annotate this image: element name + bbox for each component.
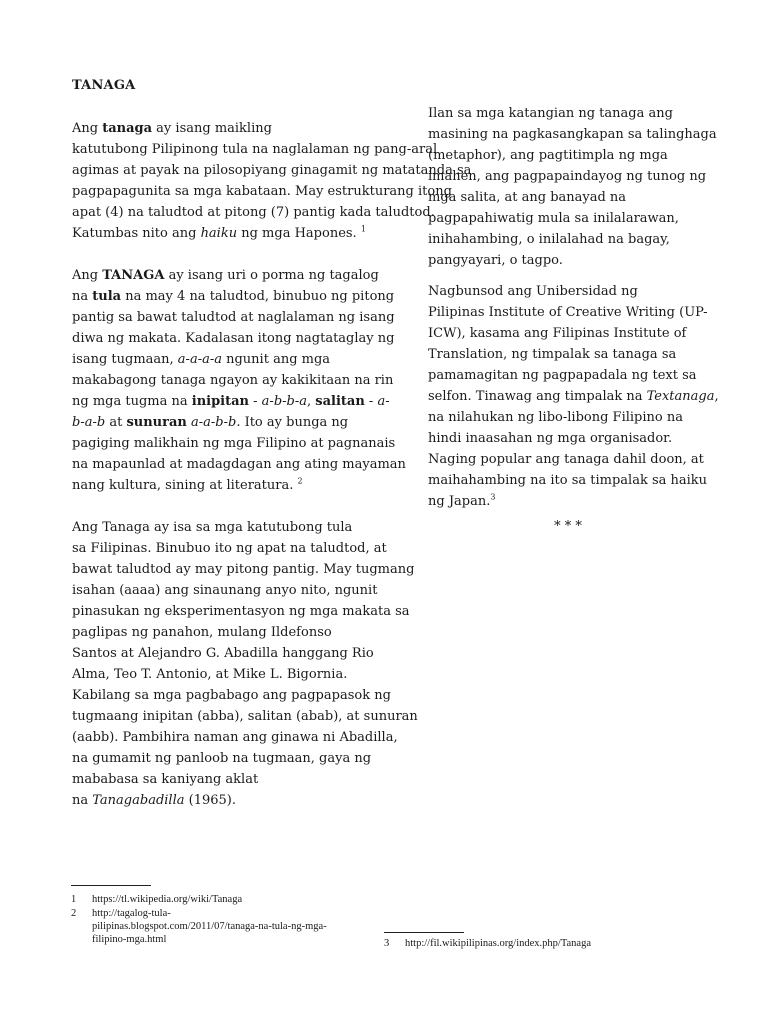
- text-line: sa Filipinas. Binubuo ito ng apat na taludtod, at: [72, 541, 387, 556]
- text-line: b-a-b at sunuran a-a-b-b. Ito ay bunga ng: [72, 415, 349, 430]
- text-line: na gumamit ng panloob na tugmaan, gaya ng: [72, 751, 372, 766]
- text-line: mga salita, at ang banayad na: [428, 190, 627, 205]
- text-line: isahan (aaaa) ang sinaunang anyo nito, ngunit: [72, 583, 378, 598]
- text-line: agimas at payak na pilosopiyang ginagamit ng matatanda sa: [72, 163, 472, 178]
- text-line: Kabilang sa mga pagbabago ang pagpapasok ng: [72, 688, 391, 703]
- text-line: pagpapahiwatig mula sa inilalarawan,: [428, 211, 679, 226]
- text-line: Pilipinas Institute of Creative Writing (UP-: [428, 305, 708, 320]
- text-line: paglipas ng panahon, mulang Ildefonso: [72, 625, 332, 640]
- text-line: pagpapagunita sa mga kabataan. May estrukturang itong: [72, 184, 452, 199]
- text-line: (aabb). Pambihira naman ang ginawa ni Abadilla,: [72, 730, 398, 745]
- text-line: bawat taludtod ay may pitong pantig. May tugmang: [72, 562, 415, 577]
- paragraph: [72, 265, 442, 496]
- paragraph: [428, 103, 717, 271]
- text-line: maihahambing na ito sa timpalak sa haiku: [428, 473, 708, 488]
- text-line: ICW), kasama ang Filipinas Institute of: [428, 326, 687, 341]
- text-line: Naging popular ang tanaga dahil doon, at: [428, 452, 704, 467]
- text-line: na tula na may 4 na taludtod, binubuo ng pitong: [72, 289, 395, 304]
- text-line: pinasukan ng eksperimentasyon ng mga makata sa: [72, 604, 410, 619]
- text-line: mababasa sa kaniyang aklat: [72, 772, 259, 787]
- text-line: katutubong Pilipinong tula na naglalaman ng pang-aral: [72, 142, 438, 157]
- text-line: makabagong tanaga ngayon ay kakikitaan na rin: [72, 373, 394, 388]
- footnote-separator: [384, 932, 464, 933]
- text-line: pamamagitan ng pagpapadala ng text sa: [428, 368, 697, 383]
- footnote-link[interactable]: https://tl.wikipedia.org/wiki/Tanaga: [92, 894, 243, 905]
- text-line: tugmaang inipitan (abba), salitan (abab), at sunuran: [72, 709, 418, 724]
- paragraph: [72, 517, 442, 811]
- paragraph: [428, 281, 719, 512]
- text-line: Alma, Teo T. Antonio, at Mike L. Bigornia.: [72, 667, 348, 682]
- text-line: na Tanagabadilla (1965).: [72, 793, 236, 808]
- text-line: diwa ng makata. Kadalasan itong nagtataglay ng: [72, 331, 395, 346]
- right-column: [428, 103, 719, 537]
- text-line: Ang Tanaga ay isa sa mga katutubong tula: [72, 520, 353, 535]
- text-line: apat (4) na taludtod at pitong (7) pantig kada taludtod.: [72, 205, 435, 220]
- text-line: Ilan sa mga katangian ng tanaga ang: [428, 106, 673, 121]
- text-line: ng mga tugma na inipitan - a-b-b-a, salitan - a-: [72, 394, 390, 409]
- text-line: Translation, ng timpalak sa tanaga sa: [428, 347, 677, 362]
- text-line: pagiging malikhain ng mga Filipino at pagnanais: [72, 436, 396, 451]
- text-line: Nagbunsod ang Unibersidad ng: [428, 284, 638, 299]
- text-line: masining na pagkasangkapan sa talinghaga: [428, 127, 717, 142]
- footnote-link[interactable]: http://fil.wikipilipinas.org/index.php/Tanaga: [405, 938, 592, 949]
- footnote-link[interactable]: http://tagalog-tula-: [92, 908, 171, 919]
- text-line: (metaphor), ang pagtitimpla ng mga: [428, 148, 668, 163]
- text-line: isang tugmaan, a-a-a-a ngunit ang mga: [72, 352, 331, 367]
- text-line: nang kultura, sining at literatura. $^2$: [72, 476, 303, 493]
- text-line: inihahambing, o inilalahad na bagay,: [428, 232, 670, 247]
- text-line: na mapaunlad at madagdagan ang ating mayaman: [72, 457, 406, 472]
- footnote-number: 3: [384, 938, 390, 949]
- text-line: hindi inaasahan ng mga organisador.: [428, 431, 673, 446]
- text-line: Santos at Alejandro G. Abadilla hanggang Rio: [72, 646, 374, 661]
- text-line: ng Japan.$^3$: [428, 492, 496, 509]
- paragraph: [72, 118, 472, 244]
- section-separator: * * *: [554, 519, 582, 534]
- footnote-number: 1: [71, 894, 77, 905]
- text-line: Ang TANAGA ay isang uri o porma ng tagalog: [72, 268, 379, 283]
- footnote-link[interactable]: pilipinas.blogspot.com/2011/07/tanaga-na-tula-ng-mga-: [92, 921, 327, 932]
- text-line: imahen, ang pagpapaindayog ng tunog ng: [428, 169, 707, 184]
- text-line: Katumbas nito ang haiku ng mga Hapones. $^1$: [72, 224, 366, 241]
- footnote-separator: [71, 885, 151, 886]
- footnote-number: 2: [71, 908, 77, 919]
- text-line: Ang tanaga ay isang maikling: [72, 121, 272, 136]
- document-title: TANAGA: [72, 78, 136, 93]
- text-line: pangyayari, o tagpo.: [428, 253, 563, 268]
- footnote-link[interactable]: filipino-mga.html: [92, 934, 167, 945]
- text-line: selfon. Tinawag ang timpalak na Textanaga,: [428, 389, 719, 404]
- text-line: na nilahukan ng libo-libong Filipino na: [428, 410, 683, 425]
- text-line: pantig sa bawat taludtod at naglalaman ng isang: [72, 310, 395, 325]
